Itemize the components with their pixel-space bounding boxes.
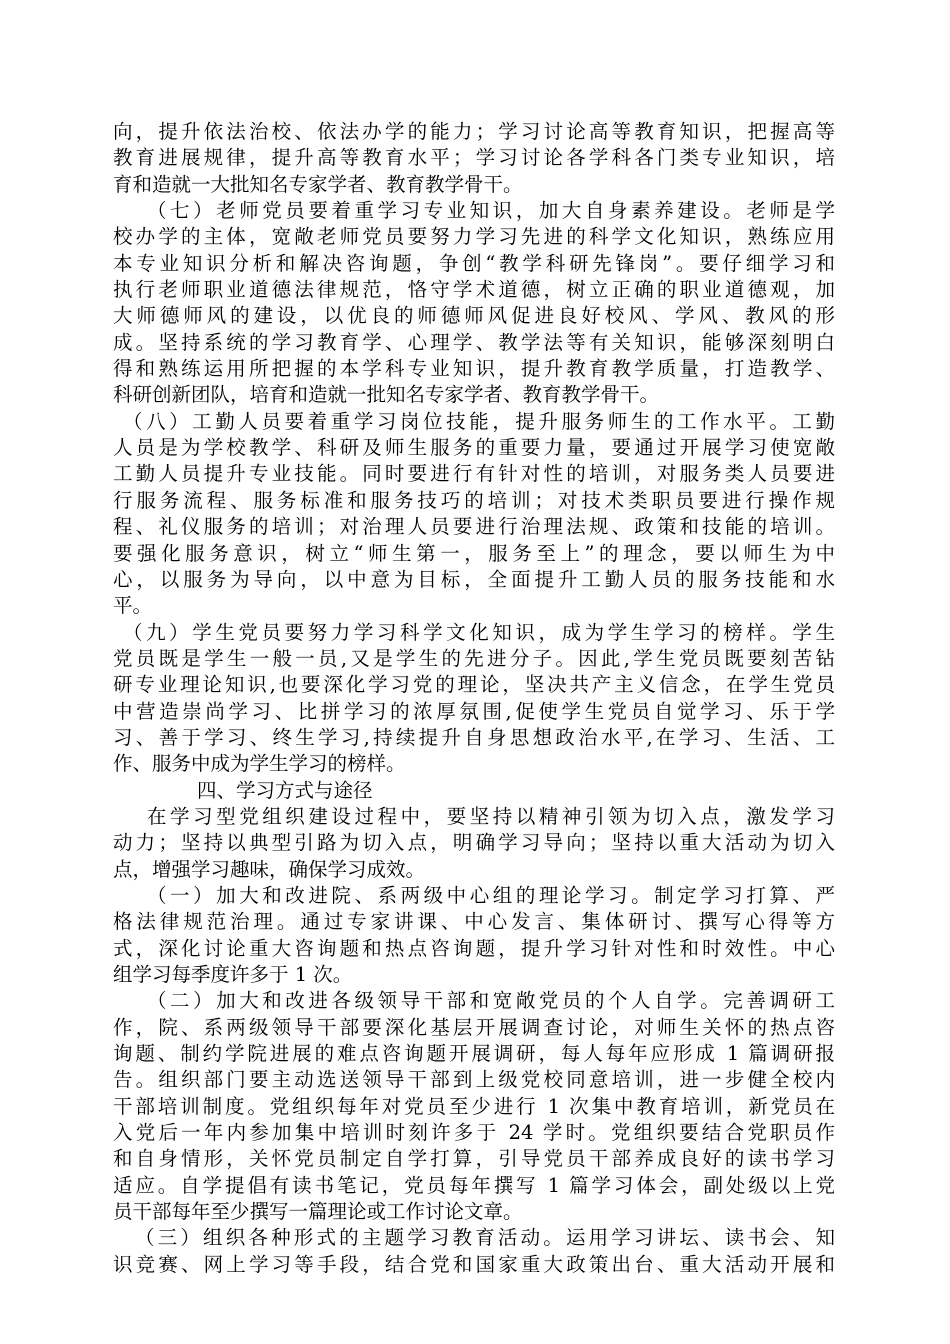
document-line: 人员是为学校教学、科研及师生服务的重要力量，要通过开展学习使宽敞 xyxy=(113,436,835,460)
document-line: 大师德师风的建设，以优良的师德师风促进良好校风、学风、教风的形 xyxy=(113,304,835,328)
document-line: （三）组织各种形式的主题学习教育活动。运用学习讲坛、读书会、知 xyxy=(135,1226,835,1250)
document-line: 育和造就一大批知名专家学者、教育教学骨干。 xyxy=(113,172,523,196)
document-line: 执行老师职业道德法律规范，恪守学术道德，树立正确的职业道德观，加 xyxy=(113,278,835,302)
document-line: （八）工勤人员要着重学习岗位技能，提升服务师生的工作水平。工勤 xyxy=(123,409,835,433)
document-line: 在学习型党组织建设过程中，要坚持以精神引领为切入点，激发学习 xyxy=(147,804,835,828)
document-line: 和自身情形，关怀党员制定自学打算，引导党员干部养成良好的读书学习 xyxy=(113,1147,835,1171)
document-line: 党员既是学生一般一员,又是学生的先进分子。因此,学生党员既要刻苦钻 xyxy=(113,646,835,670)
document-line: 询题、制约学院进展的难点咨询题开展调研，每人每年应形成 1 篇调研报 xyxy=(113,1042,835,1066)
document-line: 教育进展规律，提升高等教育水平；学习讨论各学科各门类专业知识，培 xyxy=(113,146,835,170)
document-line: 作、服务中成为学生学习的榜样。 xyxy=(113,752,406,776)
document-line: 干部培训制度。党组织每年对党员至少进行 1 次集中教育培训，新党员在 xyxy=(113,1094,835,1118)
document-line: 习、善于学习、终生学习,持续提升自身思想政治水平,在学习、生活、工 xyxy=(113,725,835,749)
document-line: （九）学生党员要努力学习科学文化知识，成为学生学习的榜样。学生 xyxy=(123,620,835,644)
document-line: 研专业理论知识,也要深化学习党的理论，坚决共产主义信念，在学生党员 xyxy=(113,673,835,697)
document-line: 员干部每年至少撰写一篇理论或工作讨论文章。 xyxy=(113,1200,523,1224)
document-line: 四、学习方式与途径 xyxy=(197,778,373,802)
document-line: （七）老师党员要着重学习专业知识，加大自身素养建设。老师是学 xyxy=(147,199,835,223)
document-line: 式，深化讨论重大咨询题和热点咨询题，提升学习针对性和时效性。中心 xyxy=(113,936,835,960)
document-line: 适应。自学提倡有读书笔记，党员每年撰写 1 篇学习体会，副处级以上党 xyxy=(113,1173,835,1197)
document-line: 行服务流程、服务标准和服务技巧的培训；对技术类职员要进行操作规 xyxy=(113,488,835,512)
document-line: 组学习每季度许多于 1 次。 xyxy=(113,963,353,986)
document-line: 得和熟练运用所把握的本学科专业知识，提升教育教学质量，打造教学、 xyxy=(113,357,835,381)
document-line: 程、礼仪服务的培训；对治理人员要进行治理法规、政策和技能的培训。 xyxy=(113,515,835,539)
document-line: 入党后一年内参加集中培训时刻许多于 24 学时。党组织要结合党职员作 xyxy=(113,1121,835,1145)
document-line: 科研创新团队，培育和造就一批知名专家学者、教育教学骨干。 xyxy=(113,383,660,407)
document-line: 点，增强学习趣味，确保学习成效。 xyxy=(113,857,426,881)
document-line: 成。坚持系统的学习教育学、心理学、教学法等有关知识，能够深刻明白 xyxy=(113,330,835,354)
document-body xyxy=(113,119,835,1278)
document-line: 动力；坚持以典型引路为切入点，明确学习导向；坚持以重大活动为切入 xyxy=(113,831,835,855)
document-line: （一）加大和改进院、系两级中心组的理论学习。制定学习打算、严 xyxy=(147,883,835,907)
document-line: 平。 xyxy=(113,594,153,618)
document-line: 识竞赛、网上学习等手段，结合党和国家重大政策出台、重大活动开展和 xyxy=(113,1252,835,1276)
document-line: 心，以服务为导向，以中意为目标，全面提升工勤人员的服务技能和水 xyxy=(113,567,835,591)
document-line: 要强化服务意识，树立“师生第一，服务至上”的理念，要以师生为中 xyxy=(113,541,835,565)
document-line: 中营造崇尚学习、比拼学习的浓厚氛围,促使学生党员自觉学习、乐于学 xyxy=(113,699,835,723)
document-line: 工勤人员提升专业技能。同时要进行有针对性的培训，对服务类人员要进 xyxy=(113,462,835,486)
document-line: 告。组织部门要主动选送领导干部到上级党校同意培训，进一步健全校内 xyxy=(113,1068,835,1092)
document-line: （二）加大和改进各级领导干部和宽敞党员的个人自学。完善调研工 xyxy=(147,989,835,1013)
document-line: 向，提升依法治校、依法办学的能力；学习讨论高等教育知识，把握高等 xyxy=(113,120,835,143)
document-line: 校办学的主体，宽敞老师党员要努力学习先进的科学文化知识，熟练应用 xyxy=(113,225,835,249)
document-line: 作，院、系两级领导干部要深化基层开展调查讨论，对师生关怀的热点咨 xyxy=(113,1015,835,1039)
document-line: 格法律规范治理。通过专家讲课、中心发言、集体研讨、撰写心得等方 xyxy=(113,910,835,934)
document-line: 本专业知识分析和解决咨询题，争创“教学科研先锋岗”。要仔细学习和 xyxy=(113,251,835,275)
